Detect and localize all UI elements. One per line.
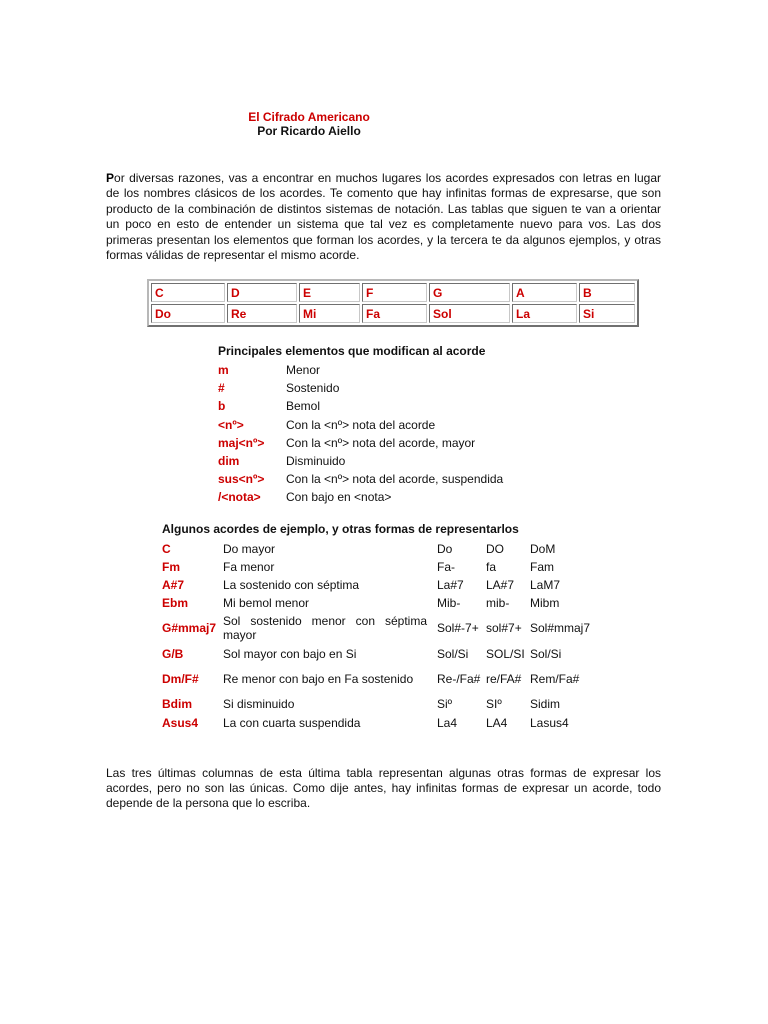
example-row xyxy=(162,576,610,594)
modifier-row xyxy=(218,470,616,488)
example-alt-1: Sol/Si xyxy=(437,647,469,661)
modifier-row xyxy=(218,488,616,506)
modifier-description: Con la <nº> nota del acorde xyxy=(286,417,436,432)
note-letter-f: F xyxy=(362,283,427,302)
closing-paragraph: Las tres últimas columnas de esta última tabla representan algunas otras formas de expresar los acordes, pero no son las únicas. Como dije antes, hay infinitas formas de expresar un acorde, todo depende de la persona que lo escriba. xyxy=(106,766,661,810)
example-chord: G#mmaj7 xyxy=(162,621,217,635)
modifiers-list xyxy=(218,361,616,507)
example-chord: Asus4 xyxy=(162,716,199,730)
note-name-sol: Sol xyxy=(429,304,510,323)
example-alt-1: La4 xyxy=(437,716,458,730)
example-alt-1: Fa- xyxy=(437,560,455,574)
document-title: El Cifrado Americano xyxy=(248,110,370,124)
example-alt-2: re/FA# xyxy=(486,672,522,686)
modifier-symbol: # xyxy=(218,381,225,396)
example-alt-3: DoM xyxy=(530,542,556,556)
note-letter-c: C xyxy=(151,283,225,302)
example-row xyxy=(162,664,610,694)
example-alt-3: Rem/Fa# xyxy=(530,672,580,686)
example-chord: A#7 xyxy=(162,578,185,592)
example-alt-1: Siº xyxy=(437,697,453,711)
examples-heading: Algunos acordes de ejemplo, y otras formas de representarlos xyxy=(162,522,519,536)
example-alt-2: LA#7 xyxy=(486,578,515,592)
example-row xyxy=(162,540,610,558)
modifier-description: Sostenido xyxy=(286,381,340,396)
modifier-symbol: m xyxy=(218,363,229,378)
example-description: La con cuarta suspendida xyxy=(223,716,361,730)
example-row xyxy=(162,558,610,576)
document-author: Por Ricardo Aiello xyxy=(257,124,361,138)
example-row xyxy=(162,694,610,714)
example-row xyxy=(162,612,610,644)
example-description: Fa menor xyxy=(223,560,275,574)
modifier-description: Bemol xyxy=(286,399,321,414)
example-chord: Fm xyxy=(162,560,180,574)
example-description: La sostenido con séptima xyxy=(223,578,360,592)
modifier-symbol: <nº> xyxy=(218,417,244,432)
example-chord: G/B xyxy=(162,647,184,661)
example-alt-2: DO xyxy=(486,542,504,556)
examples-table xyxy=(162,540,610,732)
note-name-fa: Fa xyxy=(362,304,427,323)
example-alt-2: SOL/SI xyxy=(486,647,525,661)
example-alt-2: fa xyxy=(486,560,497,574)
example-chord: C xyxy=(162,542,171,556)
example-chord: Ebm xyxy=(162,596,189,610)
note-name-re: Re xyxy=(227,304,297,323)
example-description: Mi bemol menor xyxy=(223,596,310,610)
note-name-si: Si xyxy=(579,304,635,323)
modifier-description: Con bajo en <nota> xyxy=(286,490,392,505)
example-alt-3: Mibm xyxy=(530,596,560,610)
example-alt-2: SIº xyxy=(486,697,502,711)
note-letter-a: A xyxy=(512,283,577,302)
modifier-description: Con la <nº> nota del acorde, suspendida xyxy=(286,472,504,487)
example-alt-1: Sol#-7+ xyxy=(437,621,479,635)
example-row xyxy=(162,594,610,612)
example-alt-3: Fam xyxy=(530,560,554,574)
modifier-symbol: maj<nº> xyxy=(218,435,265,450)
example-alt-3: LaM7 xyxy=(530,578,561,592)
example-description: Sol sostenido menor con séptima mayor xyxy=(223,614,427,642)
modifier-row xyxy=(218,452,616,470)
modifier-description: Con la <nº> nota del acorde, mayor xyxy=(286,435,476,450)
modifiers-heading: Principales elementos que modifican al acorde xyxy=(218,344,486,358)
modifier-symbol: dim xyxy=(218,454,240,469)
note-letter-g: G xyxy=(429,283,510,302)
example-alt-3: Sol#mmaj7 xyxy=(530,621,591,635)
example-row xyxy=(162,714,610,732)
note-letter-b: B xyxy=(579,283,635,302)
example-alt-1: Re-/Fa# xyxy=(437,672,481,686)
example-chord: Bdim xyxy=(162,697,192,711)
note-name-mi: Mi xyxy=(299,304,360,323)
intro-text: or diversas razones, vas a encontrar en muchos lugares los acordes expresados con letras en lugar de los nombres clásicos de los acordes. Te comento que hay infinitas formas de expresarse, que son producto de la combinación de distintos sistemas de notación. Las tablas que siguen te van a orientar un poco en esto de entender un sistema que tal vez es completamente nuevo para vos. Las dos primeras presentan los elementos que forman los acordes, y la tercera te da algunos ejemplos, y otras formas válidas de representar el mismo acorde. xyxy=(106,171,661,263)
modifier-row xyxy=(218,361,616,379)
note-letter-e: E xyxy=(299,283,360,302)
example-alt-3: Sidim xyxy=(530,697,561,711)
example-description: Do mayor xyxy=(223,542,276,556)
notes-letters-row xyxy=(151,283,635,302)
example-description: Si disminuido xyxy=(223,697,295,711)
example-alt-3: Lasus4 xyxy=(530,716,569,730)
example-alt-2: mib- xyxy=(486,596,510,610)
example-row xyxy=(162,644,610,664)
modifier-symbol: /<nota> xyxy=(218,490,261,505)
modifier-description: Disminuido xyxy=(286,454,346,469)
modifier-row xyxy=(218,379,616,397)
document-header xyxy=(0,110,618,138)
modifier-row xyxy=(218,416,616,434)
notes-table xyxy=(147,279,639,327)
modifier-symbol: b xyxy=(218,399,226,414)
modifier-description: Menor xyxy=(286,363,321,378)
modifier-row xyxy=(218,434,616,452)
example-description: Re menor con bajo en Fa sostenido xyxy=(223,672,414,686)
example-alt-2: LA4 xyxy=(486,716,508,730)
intro-paragraph xyxy=(106,171,661,263)
note-letter-d: D xyxy=(227,283,297,302)
modifier-row xyxy=(218,397,616,415)
example-chord: Dm/F# xyxy=(162,672,199,686)
note-name-la: La xyxy=(512,304,577,323)
notes-names-row xyxy=(151,304,635,323)
example-alt-1: La#7 xyxy=(437,578,464,592)
note-name-do: Do xyxy=(151,304,225,323)
example-alt-1: Mib- xyxy=(437,596,461,610)
intro-drop-letter: P xyxy=(106,171,115,185)
example-alt-2: sol#7+ xyxy=(486,621,522,635)
modifier-symbol: sus<nº> xyxy=(218,472,265,487)
example-alt-3: Sol/Si xyxy=(530,647,562,661)
example-description: Sol mayor con bajo en Si xyxy=(223,647,357,661)
example-alt-1: Do xyxy=(437,542,453,556)
